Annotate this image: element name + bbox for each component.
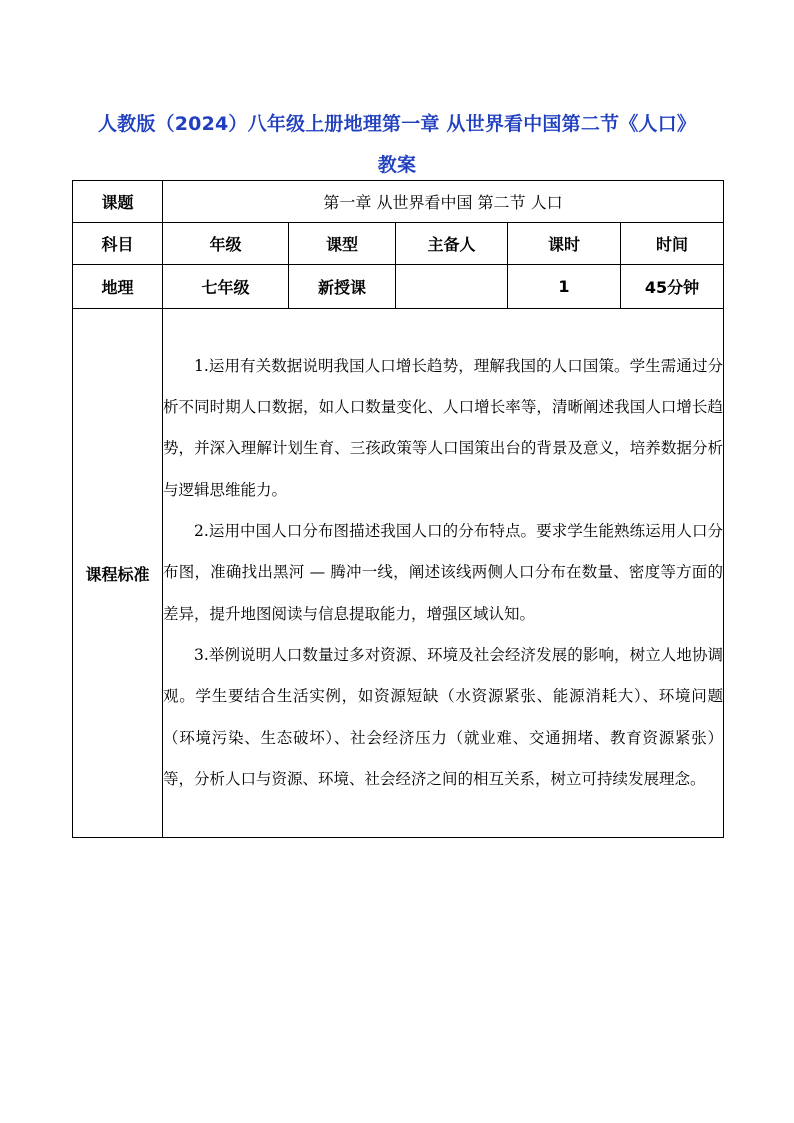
grade-header: 年级: [163, 223, 289, 265]
lesson-plan-table: [72, 180, 724, 838]
standards-content: [163, 309, 724, 838]
lesson-label: 课题: [73, 181, 163, 223]
preparer-value: [396, 265, 508, 309]
document-title-line-2: 教案: [377, 154, 417, 176]
standard-paragraph-1: 1.运用有关数据说明我国人口增长趋势，理解我国的人口国策。学生需通过分析不同时期人口数据，如人口数量变化、人口增长率等，清晰阐述我国人口增长趋势，并深入理解计划生育、三孩政策等人口国策出台的背景及意义，培养数据分析与逻辑思维能力。: [163, 356, 724, 499]
subject-value: 地理: [73, 265, 163, 309]
document-title: [72, 104, 722, 186]
value-row: [73, 265, 724, 309]
time-header: 时间: [621, 223, 724, 265]
standards-label: 课程标准: [73, 309, 163, 838]
time-value: 45分钟: [621, 265, 724, 309]
hours-header: 课时: [508, 223, 621, 265]
standard-paragraph-2: 2.运用中国人口分布图描述我国人口的分布特点。要求学生能熟练运用人口分布图，准确找出黑河 — 腾冲一线，阐述该线两侧人口分布在数量、密度等方面的差异，提升地图阅读与信息提取能力，增强区域认知。: [163, 522, 724, 623]
standard-paragraph-3: 3.举例说明人口数量过多对资源、环境及社会经济发展的影响，树立人地协调观。学生要结合生活实例，如资源短缺（水资源紧张、能源消耗大）、环境问题（环境污染、生态破坏）、社会经济压力（就业难、交通拥堵、教育资源紧张）等，分析人口与资源、环境、社会经济之间的相互关系，树立可持续发展理念。: [163, 645, 724, 788]
subject-header: 科目: [73, 223, 163, 265]
lesson-row: [73, 181, 724, 223]
header-row: [73, 223, 724, 265]
type-value: 新授课: [289, 265, 396, 309]
lesson-value: 第一章 从世界看中国 第二节 人口: [163, 181, 724, 223]
type-header: 课型: [289, 223, 396, 265]
hours-value: 1: [508, 265, 621, 309]
preparer-header: 主备人: [396, 223, 508, 265]
document-title-line-1: 人教版（2024）八年级上册地理第一章 从世界看中国第二节《人口》: [97, 113, 697, 135]
grade-value: 七年级: [163, 265, 289, 309]
standards-row: [73, 309, 724, 838]
